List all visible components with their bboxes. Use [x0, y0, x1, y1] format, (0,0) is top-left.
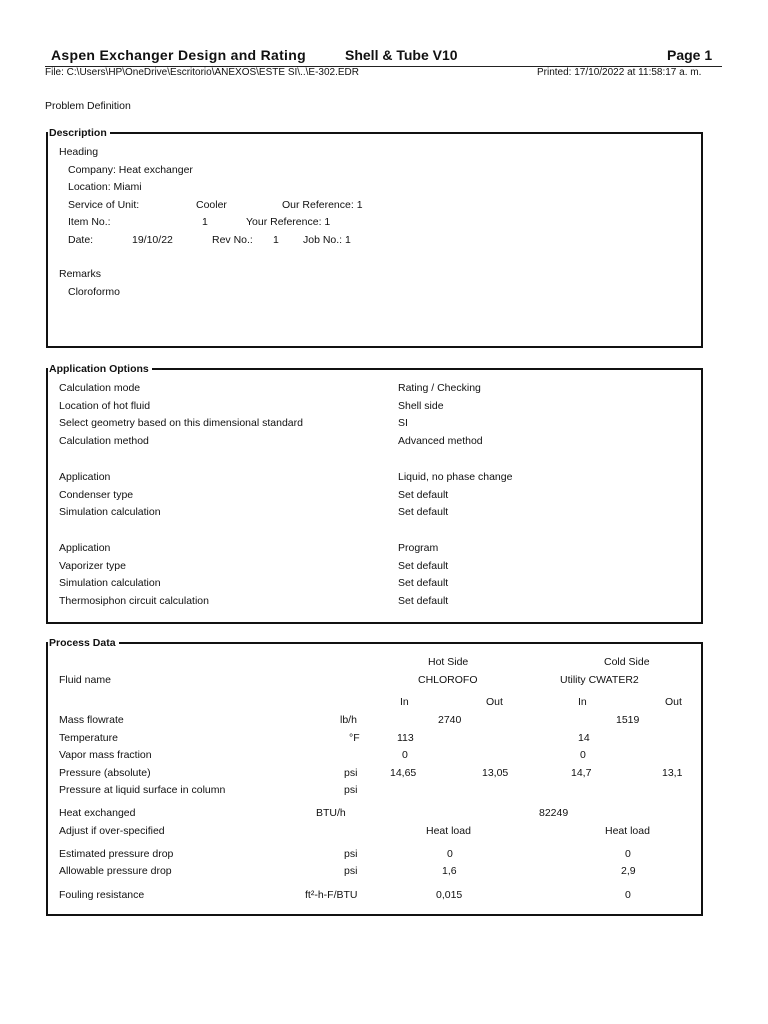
service-value: Cooler	[196, 199, 227, 211]
option-value: Set default	[398, 489, 449, 501]
mass-flowrate-unit: lb/h	[340, 714, 357, 726]
job-number: Job No.: 1	[303, 234, 351, 246]
option-name: Simulation calculation	[59, 506, 161, 518]
option-name: Calculation method	[59, 435, 149, 447]
cold-allowable-dp: 2,9	[621, 865, 636, 877]
pressure-unit: psi	[344, 767, 358, 779]
heat-exchanged-unit: BTU/h	[316, 807, 346, 819]
temperature-label: Temperature	[59, 732, 118, 744]
option-value: Program	[398, 542, 439, 554]
fluid-name-label: Fluid name	[59, 674, 111, 686]
pressure-liquid-label: Pressure at liquid surface in column	[59, 784, 226, 796]
your-reference: Your Reference: 1	[246, 216, 331, 228]
remarks-value: Cloroformo	[68, 286, 120, 298]
option-value: Set default	[398, 595, 449, 607]
cold-estimated-dp: 0	[625, 848, 631, 860]
hot-pressure-out: 13,05	[482, 767, 509, 779]
vapor-fraction-label: Vapor mass fraction	[59, 749, 152, 761]
estimated-dp-unit: psi	[344, 848, 358, 860]
cold-pressure-in: 14,7	[571, 767, 592, 779]
pressure-liquid-unit: psi	[344, 784, 358, 796]
hot-side-header: Hot Side	[428, 656, 469, 668]
cold-in-header: In	[578, 696, 587, 708]
item-label: Item No.:	[68, 216, 111, 228]
heading-label: Heading	[59, 146, 99, 158]
option-name: Select geometry based on this dimensional standard	[59, 417, 303, 429]
option-value: Set default	[398, 577, 449, 589]
hot-mass-flowrate: 2740	[438, 714, 462, 726]
option-name: Application	[59, 542, 111, 554]
hot-in-header: In	[400, 696, 409, 708]
option-name: Simulation calculation	[59, 577, 161, 589]
description-label: Description	[46, 126, 110, 140]
option-name: Condenser type	[59, 489, 134, 501]
option-value: Rating / Checking	[398, 382, 481, 394]
application-options-box	[46, 363, 703, 624]
cold-fluid-name: Utility CWATER2	[560, 674, 639, 686]
remarks-label: Remarks	[59, 268, 102, 280]
item-value: 1	[202, 216, 208, 228]
section-title: Problem Definition	[45, 100, 131, 112]
process-data-box	[46, 637, 703, 916]
pressure-label: Pressure (absolute)	[59, 767, 151, 779]
product-title: Shell & Tube V10	[345, 47, 458, 63]
hot-vapor-in: 0	[402, 749, 408, 761]
mass-flowrate-label: Mass flowrate	[59, 714, 124, 726]
rev-label: Rev No.:	[212, 234, 253, 246]
fouling-unit: ft²-h-F/BTU	[305, 889, 358, 901]
option-name: Vaporizer type	[59, 560, 126, 572]
location-text: Location: Miami	[68, 181, 142, 193]
company-text: Company: Heat exchanger	[68, 164, 193, 176]
cold-vapor-in: 0	[580, 749, 586, 761]
cold-adjust: Heat load	[605, 825, 650, 837]
option-name: Location of hot fluid	[59, 400, 151, 412]
hot-allowable-dp: 1,6	[442, 865, 457, 877]
option-value: Shell side	[398, 400, 444, 412]
option-name: Calculation mode	[59, 382, 141, 394]
hot-pressure-in: 14,65	[390, 767, 417, 779]
cold-mass-flowrate: 1519	[616, 714, 640, 726]
option-value: SI	[398, 417, 408, 429]
hot-fluid-name: CHLOROFO	[418, 674, 478, 686]
option-value: Advanced method	[398, 435, 483, 447]
option-value: Liquid, no phase change	[398, 471, 513, 483]
hot-out-header: Out	[486, 696, 503, 708]
heat-exchanged-label: Heat exchanged	[59, 807, 136, 819]
cold-out-header: Out	[665, 696, 682, 708]
cold-side-header: Cold Side	[604, 656, 650, 668]
printed-timestamp: Printed: 17/10/2022 at 11:58:17 a. m.	[537, 67, 702, 78]
hot-adjust: Heat load	[426, 825, 471, 837]
hot-estimated-dp: 0	[447, 848, 453, 860]
date-value: 19/10/22	[132, 234, 173, 246]
estimated-dp-label: Estimated pressure drop	[59, 848, 174, 860]
allowable-dp-label: Allowable pressure drop	[59, 865, 172, 877]
service-label: Service of Unit:	[68, 199, 140, 211]
cold-pressure-out: 13,1	[662, 767, 683, 779]
cold-temperature-in: 14	[578, 732, 590, 744]
file-path: File: C:\Users\HP\OneDrive\Escritorio\ANEXOS\ESTE SI\..\E-302.EDR	[45, 67, 359, 78]
option-name: Thermosiphon circuit calculation	[59, 595, 209, 607]
description-box	[46, 127, 703, 348]
allowable-dp-unit: psi	[344, 865, 358, 877]
page-number: Page 1	[667, 47, 713, 63]
option-name: Application	[59, 471, 111, 483]
our-reference: Our Reference: 1	[282, 199, 363, 211]
fouling-label: Fouling resistance	[59, 889, 145, 901]
application-options-label: Application Options	[46, 362, 152, 376]
adjust-label: Adjust if over-specified	[59, 825, 165, 837]
rev-value: 1	[273, 234, 279, 246]
option-value: Set default	[398, 506, 449, 518]
date-label: Date:	[68, 234, 94, 246]
option-value: Set default	[398, 560, 449, 572]
hot-fouling: 0,015	[436, 889, 463, 901]
temperature-unit: °F	[349, 732, 360, 744]
process-data-label: Process Data	[46, 636, 119, 650]
cold-fouling: 0	[625, 889, 631, 901]
app-title: Aspen Exchanger Design and Rating	[51, 47, 306, 63]
heat-exchanged-value: 82249	[539, 807, 569, 819]
hot-temperature-in: 113	[397, 732, 414, 744]
